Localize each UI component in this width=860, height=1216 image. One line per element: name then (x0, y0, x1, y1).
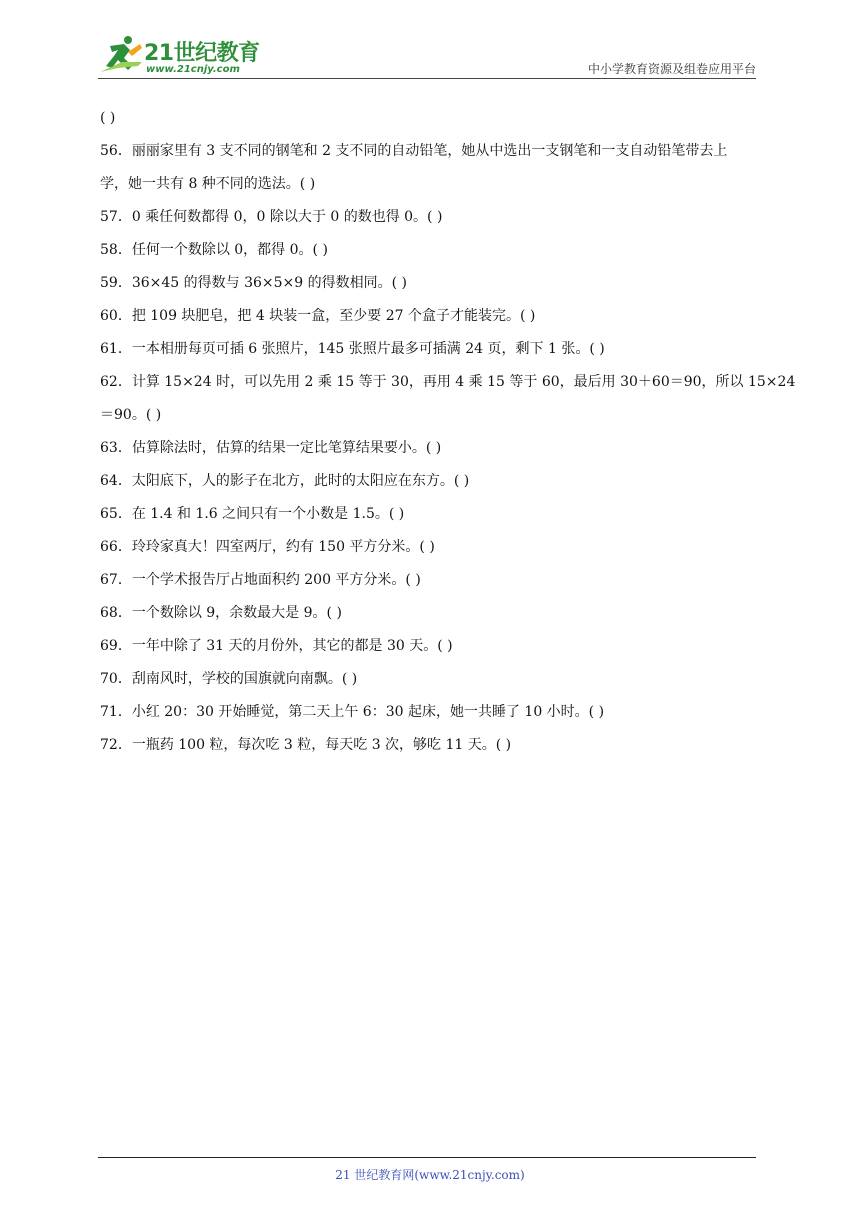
question-line: 67．一个学术报告厅占地面积约 200 平方分米。( ) (100, 572, 421, 588)
question-line: 64．太阳底下，人的影子在北方，此时的太阳应在东方。( ) (100, 473, 470, 489)
question-line: 60．把 109 块肥皂，把 4 块装一盒，至少要 27 个盒子才能装完。( ) (100, 308, 536, 324)
question-line: 66．玲玲家真大！四室两厅，约有 150 平方分米。( ) (100, 539, 435, 555)
logo-url: www.21cnjy.com (146, 64, 240, 75)
question-line: ＝90。( ) (100, 407, 162, 423)
page-header (98, 32, 756, 80)
question-line: 57．0 乘任何数都得 0，0 除以大于 0 的数也得 0。( ) (100, 209, 443, 225)
footer-divider (98, 1157, 756, 1158)
question-line: 62．计算 15×24 时，可以先用 2 乘 15 等于 30，再用 4 乘 15 等于 60，最后用 30＋60＝90，所以 15×24 (100, 374, 796, 390)
question-line: 69．一年中除了 31 天的月份外，其它的都是 30 天。( ) (100, 638, 453, 654)
logo-title: 21世纪教育 (144, 41, 260, 66)
question-line: 59．36×45 的得数与 36×5×9 的得数相同。( ) (100, 275, 407, 291)
question-line: 71．小红 20：30 开始睡觉，第二天上午 6：30 起床，她一共睡了 10 小时。( ) (100, 704, 605, 720)
runner-logo-icon (98, 32, 144, 78)
question-line: 72．一瓶药 100 粒，每次吃 3 粒，每天吃 3 次，够吃 11 天。( ) (100, 737, 512, 753)
question-line: 63．估算除法时，估算的结果一定比笔算结果要小。( ) (100, 440, 442, 456)
question-line: 68．一个数除以 9，余数最大是 9。( ) (100, 605, 342, 621)
platform-tagline: 中小学教育资源及组卷应用平台 (587, 62, 756, 76)
header-divider (98, 78, 756, 79)
question-line: 58．任何一个数除以 0，都得 0。( ) (100, 242, 328, 258)
question-line: 56．丽丽家里有 3 支不同的钢笔和 2 支不同的自动铅笔，她从中选出一支钢笔和一支自动铅笔带去上 (100, 143, 728, 159)
question-line: 65．在 1.4 和 1.6 之间只有一个小数是 1.5。( ) (100, 506, 405, 522)
site-logo[interactable] (98, 32, 268, 78)
question-line: ( ) (100, 110, 116, 126)
footer-link[interactable]: 21 世纪教育网(www.21cnjy.com) (335, 1168, 525, 1182)
question-list (100, 102, 796, 762)
question-line: 70．刮南风时，学校的国旗就向南飘。( ) (100, 671, 358, 687)
question-line: 学，她一共有 8 种不同的选法。( ) (100, 176, 316, 192)
question-line: 61．一本相册每页可插 6 张照片，145 张照片最多可插满 24 页，剩下 1 张。( ) (100, 341, 605, 357)
